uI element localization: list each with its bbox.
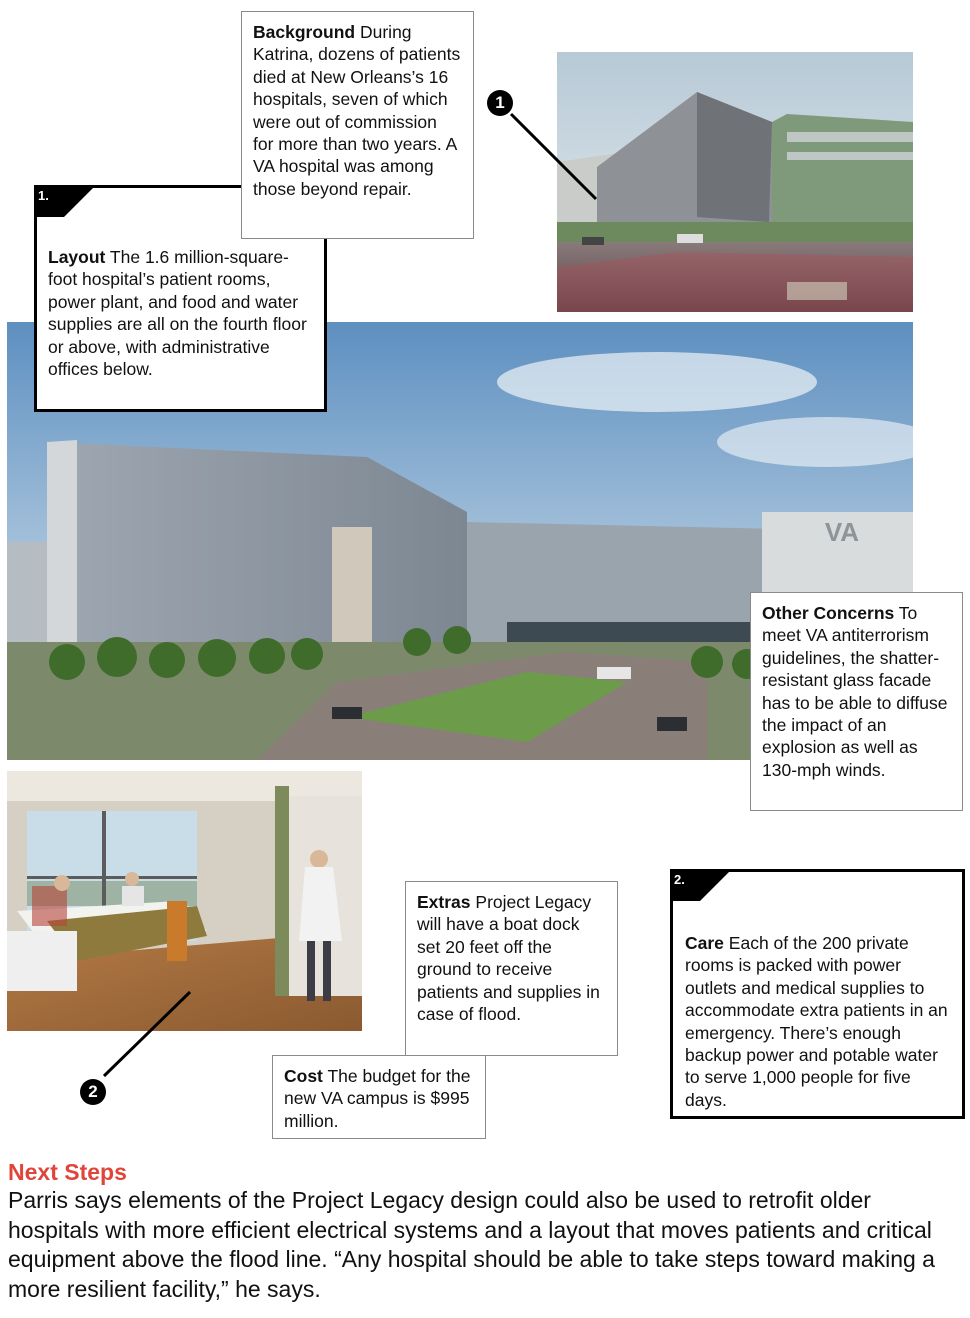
care-number: 2. [674, 872, 685, 887]
next-steps-body: Parris says elements of the Project Legacy design could also be used to retrofit older hospitals with more efficient electrical systems and a layout that moves patients and critical equipment above the flood line. “Any hospital should be able to take steps toward making a more resilient facility,” he says. [8, 1187, 935, 1302]
background-title: Background [253, 22, 356, 42]
other-concerns-callout [750, 592, 963, 811]
layout-text: The 1.6 million-square-foot hospital’s patient rooms, power plant, and food and water supplies are all on the fourth floor or above, with administrative offices below. [48, 247, 307, 380]
cost-text: The budget for the new VA campus is $995 million. [284, 1066, 471, 1131]
background-text: During Katrina, dozens of patients died at New Orleans’s 16 hospitals, seven of which were out of commission for more than two years. A VA hospital was among those beyond repair. [253, 22, 461, 199]
marker-1: 1 [487, 90, 513, 116]
next-steps-heading: Next Steps [8, 1159, 127, 1185]
extras-title: Extras [417, 892, 471, 912]
layout-number: 1. [38, 188, 49, 203]
care-title: Care [685, 933, 724, 953]
background-callout [241, 11, 474, 239]
care-callout [670, 869, 965, 1119]
building-exterior-image [557, 52, 913, 312]
cost-callout [272, 1055, 486, 1139]
patient-room-image [7, 771, 362, 1031]
other-concerns-text: To meet VA antiterrorism guidelines, the shatter-resistant glass facade has to be able to diffuse the impact of an explosion as well as 130-mph winds. [762, 603, 948, 780]
svg-text:VA: VA [824, 517, 860, 548]
care-text: Each of the 200 private rooms is packed with power outlets and medical supplies to accommodate extra patients in an emergency. There’s enough backup power and potable water to serve 1,000 people for five days. [685, 933, 948, 1110]
other-concerns-title: Other Concerns [762, 603, 895, 623]
marker-2: 2 [80, 1079, 106, 1105]
layout-title: Layout [48, 247, 106, 267]
cost-title: Cost [284, 1066, 323, 1086]
corner-tab-1 [34, 185, 96, 217]
extras-text: Project Legacy will have a boat dock set 20 feet off the ground to receive patients and supplies in case of flood. [417, 892, 600, 1025]
extras-callout [405, 881, 618, 1056]
corner-tab-2 [670, 869, 732, 901]
